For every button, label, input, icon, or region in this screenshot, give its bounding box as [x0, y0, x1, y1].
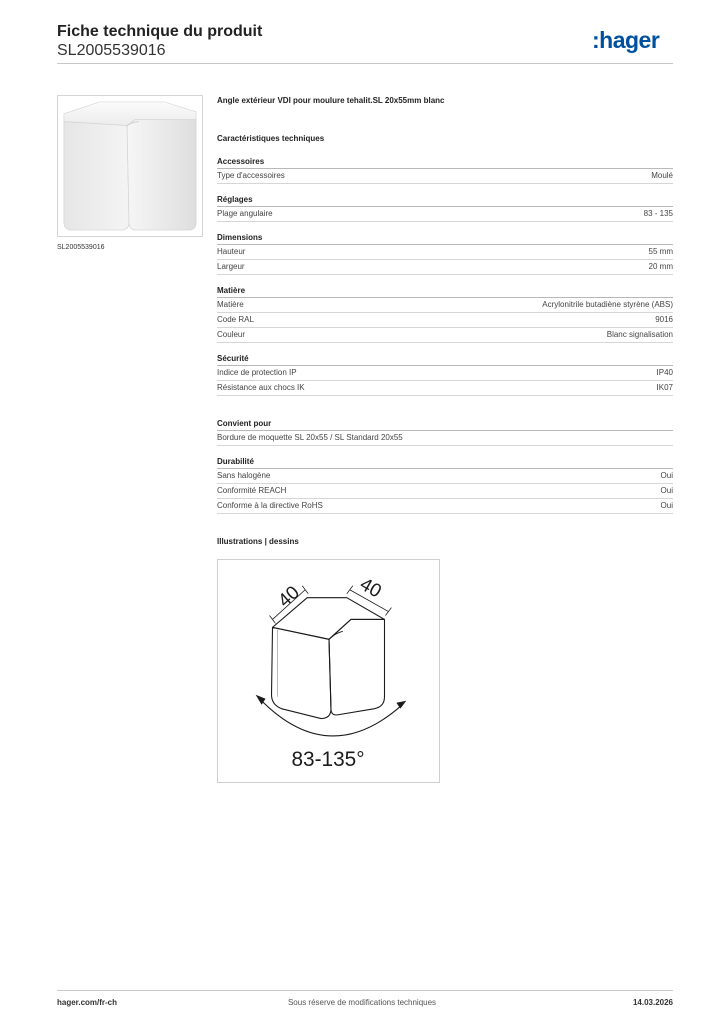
spec-group-title: Réglages: [217, 194, 673, 207]
spec-group-reglages: [217, 194, 673, 222]
spec-value: 83 - 135: [643, 209, 673, 218]
spec-row: [217, 245, 673, 260]
spec-row: [217, 207, 673, 222]
spec-group-durabilite: [217, 456, 673, 514]
illustrations-heading: Illustrations | dessins: [217, 537, 299, 546]
spec-row: [217, 169, 673, 184]
document-title: Fiche technique du produit: [57, 23, 263, 40]
spec-group-securite: [217, 353, 673, 396]
spec-label: Conformité REACH: [217, 486, 287, 495]
spec-group-title: Matière: [217, 285, 673, 298]
spec-value: Acrylonitrile butadiène styrène (ABS): [542, 300, 673, 309]
spec-row: [217, 313, 673, 328]
spec-label: Couleur: [217, 330, 246, 339]
footer-website-link[interactable]: hager.com/fr-ch: [57, 998, 118, 1007]
technical-drawing: [217, 559, 440, 783]
specs-heading: Caractéristiques techniques: [217, 134, 325, 143]
spec-label: Matière: [217, 300, 244, 309]
spec-group-title: Convient pour: [217, 418, 673, 431]
spec-label: Sans halogène: [217, 471, 271, 480]
dim-label-right: 40: [356, 572, 386, 602]
spec-value: 9016: [655, 315, 673, 324]
spec-value: 55 mm: [648, 247, 673, 256]
spec-value: IK07: [656, 383, 673, 392]
dim-label-left: 40: [273, 581, 304, 612]
spec-value: Moulé: [651, 171, 673, 180]
spec-group-accessoires: [217, 156, 673, 184]
spec-group-title: Sécurité: [217, 353, 673, 366]
spec-value: IP40: [656, 368, 673, 377]
spec-label: Conforme à la directive RoHS: [217, 501, 323, 510]
spec-row: [217, 366, 673, 381]
spec-row: [217, 298, 673, 313]
spec-row: [217, 431, 673, 446]
spec-label: Plage angulaire: [217, 209, 273, 218]
product-reference: SL2005539016: [57, 42, 166, 59]
footer-divider: [57, 990, 673, 991]
footer-date: 14.03.2026: [632, 998, 673, 1007]
spec-group-convient-pour: [217, 418, 673, 446]
spec-row: [217, 499, 673, 514]
product-name: Angle extérieur VDI pour moulure tehalit.SL 20x55mm blanc: [217, 96, 445, 105]
spec-value: Oui: [660, 501, 673, 510]
product-photo: [57, 95, 203, 237]
spec-row: [217, 381, 673, 396]
spec-group-title: Dimensions: [217, 232, 673, 245]
spec-row: [217, 328, 673, 343]
spec-group-dimensions: [217, 232, 673, 275]
photo-caption: SL2005539016: [57, 244, 105, 251]
spec-label: Bordure de moquette SL 20x55 / SL Standard 20x55: [217, 433, 403, 442]
page-header: [57, 22, 262, 60]
main-content: [217, 95, 673, 548]
hager-logo: [592, 28, 674, 54]
spec-label: Résistance aux chocs IK: [217, 383, 305, 392]
hager-logo-text: :hager: [592, 28, 660, 53]
spec-row: [217, 260, 673, 275]
spec-label: Largeur: [217, 262, 245, 271]
arrow-right-head: [396, 701, 406, 709]
spec-value: Oui: [660, 486, 673, 495]
spec-value: 20 mm: [648, 262, 673, 271]
spec-row: [217, 484, 673, 499]
header-divider: [57, 63, 673, 64]
spec-group-matiere: [217, 285, 673, 343]
spec-label: Indice de protection IP: [217, 368, 297, 377]
spec-group-title: Accessoires: [217, 156, 673, 169]
spec-value: Oui: [660, 471, 673, 480]
spec-value: Blanc signalisation: [606, 330, 673, 339]
spec-label: Type d'accessoires: [217, 171, 285, 180]
footer-disclaimer: Sous réserve de modifications techniques: [287, 998, 437, 1007]
angle-label: 83-135°: [291, 748, 365, 772]
left-face: [272, 627, 331, 718]
spec-label: Hauteur: [217, 247, 246, 256]
spec-row: [217, 469, 673, 484]
spec-label: Code RAL: [217, 315, 254, 324]
spec-group-title: Durabilité: [217, 456, 673, 469]
